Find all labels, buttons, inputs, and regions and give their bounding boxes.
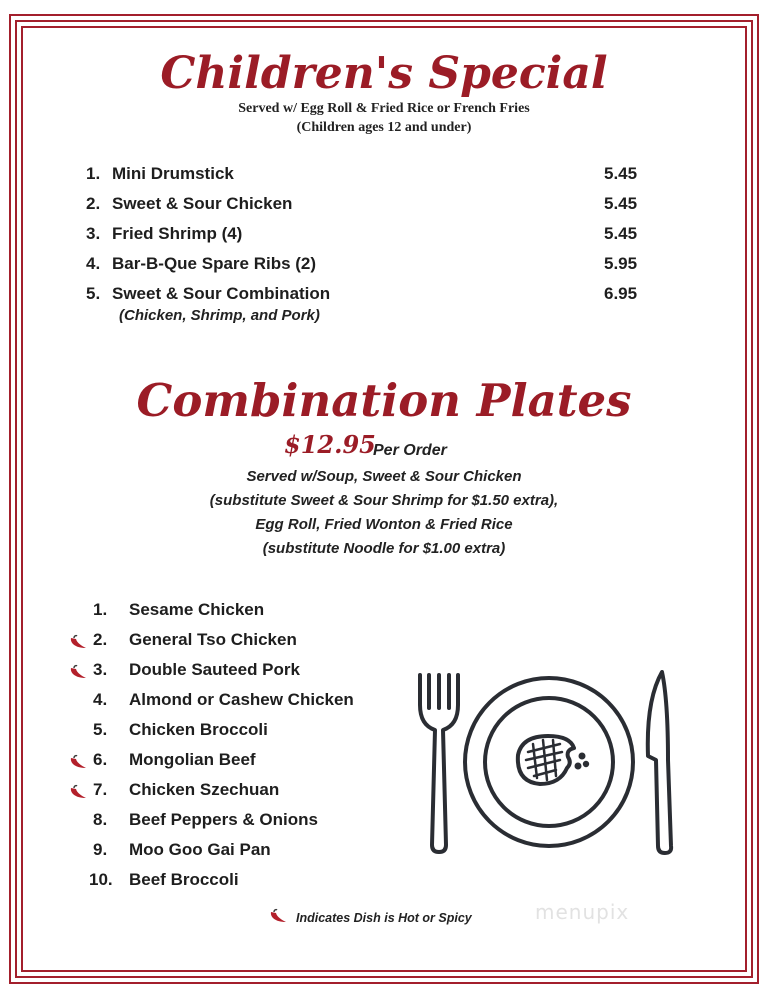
- item-number: 4.: [86, 254, 101, 273]
- item-number: 2.: [93, 630, 108, 649]
- chili-pepper-icon: [268, 908, 290, 924]
- item-name: Chicken Szechuan: [129, 780, 280, 799]
- item-name: Fried Shrimp (4): [112, 224, 243, 243]
- item-number: 5.: [86, 284, 101, 303]
- item-number: 3.: [86, 224, 101, 243]
- item-number: 10.: [89, 870, 113, 889]
- chili-pepper-icon: [68, 634, 90, 650]
- childrens-age-note: (Children ages 12 and under): [296, 120, 472, 135]
- childrens-subtitle: Served w/ Egg Roll & Fried Rice or French Fries: [238, 101, 530, 116]
- chili-pepper-icon: [68, 784, 90, 800]
- per-order-label: Per Order: [373, 442, 447, 459]
- item-number: 4.: [93, 690, 108, 709]
- combo-description-line: (substitute Sweet & Sour Shrimp for $1.50 extra),: [209, 492, 559, 509]
- item-name: Bar-B-Que Spare Ribs (2): [112, 254, 317, 273]
- item-number: 1.: [93, 600, 108, 619]
- item-name: Mongolian Beef: [129, 750, 256, 769]
- combo-description-line: Egg Roll, Fried Wonton & Fried Rice: [255, 516, 513, 533]
- item-number: 2.: [86, 194, 101, 213]
- item-name: Beef Peppers & Onions: [129, 810, 318, 829]
- item-name: Sesame Chicken: [129, 600, 265, 619]
- childrens-special-title: Children's Special: [160, 48, 608, 99]
- item-price: 5.45: [604, 224, 638, 243]
- item-number: 5.: [93, 720, 108, 739]
- chili-pepper-icon: [68, 754, 90, 770]
- combination-plates-title: Combination Plates: [136, 374, 632, 427]
- combination-note: (Chicken, Shrimp, and Pork): [119, 307, 320, 324]
- item-number: 9.: [93, 840, 108, 859]
- item-name: Beef Broccoli: [129, 870, 239, 889]
- item-name: Mini Drumstick: [112, 164, 234, 183]
- watermark: menupix: [535, 900, 630, 924]
- item-number: 8.: [93, 810, 108, 829]
- item-number: 7.: [93, 780, 108, 799]
- plate-fork-knife-icon: [410, 660, 690, 860]
- combo-description-line: (substitute Noodle for $1.00 extra): [262, 540, 506, 557]
- item-name: Sweet & Sour Chicken: [112, 194, 293, 213]
- item-price: 6.95: [604, 284, 638, 303]
- combo-price: $12.95: [284, 430, 376, 459]
- item-number: 3.: [93, 660, 108, 679]
- spicy-legend-text: Indicates Dish is Hot or Spicy: [296, 911, 472, 925]
- item-price: 5.45: [604, 194, 638, 213]
- item-name: General Tso Chicken: [129, 630, 297, 649]
- item-name: Moo Goo Gai Pan: [129, 840, 271, 859]
- item-name: Sweet & Sour Combination: [112, 284, 331, 303]
- combo-description-line: Served w/Soup, Sweet & Sour Chicken: [246, 468, 522, 485]
- item-price: 5.45: [604, 164, 638, 183]
- item-price: 5.95: [604, 254, 638, 273]
- item-number: 6.: [93, 750, 108, 769]
- chili-pepper-icon: [68, 664, 90, 680]
- item-number: 1.: [86, 164, 101, 183]
- item-name: Double Sauteed Pork: [129, 660, 300, 679]
- item-name: Almond or Cashew Chicken: [129, 690, 354, 709]
- item-name: Chicken Broccoli: [129, 720, 268, 739]
